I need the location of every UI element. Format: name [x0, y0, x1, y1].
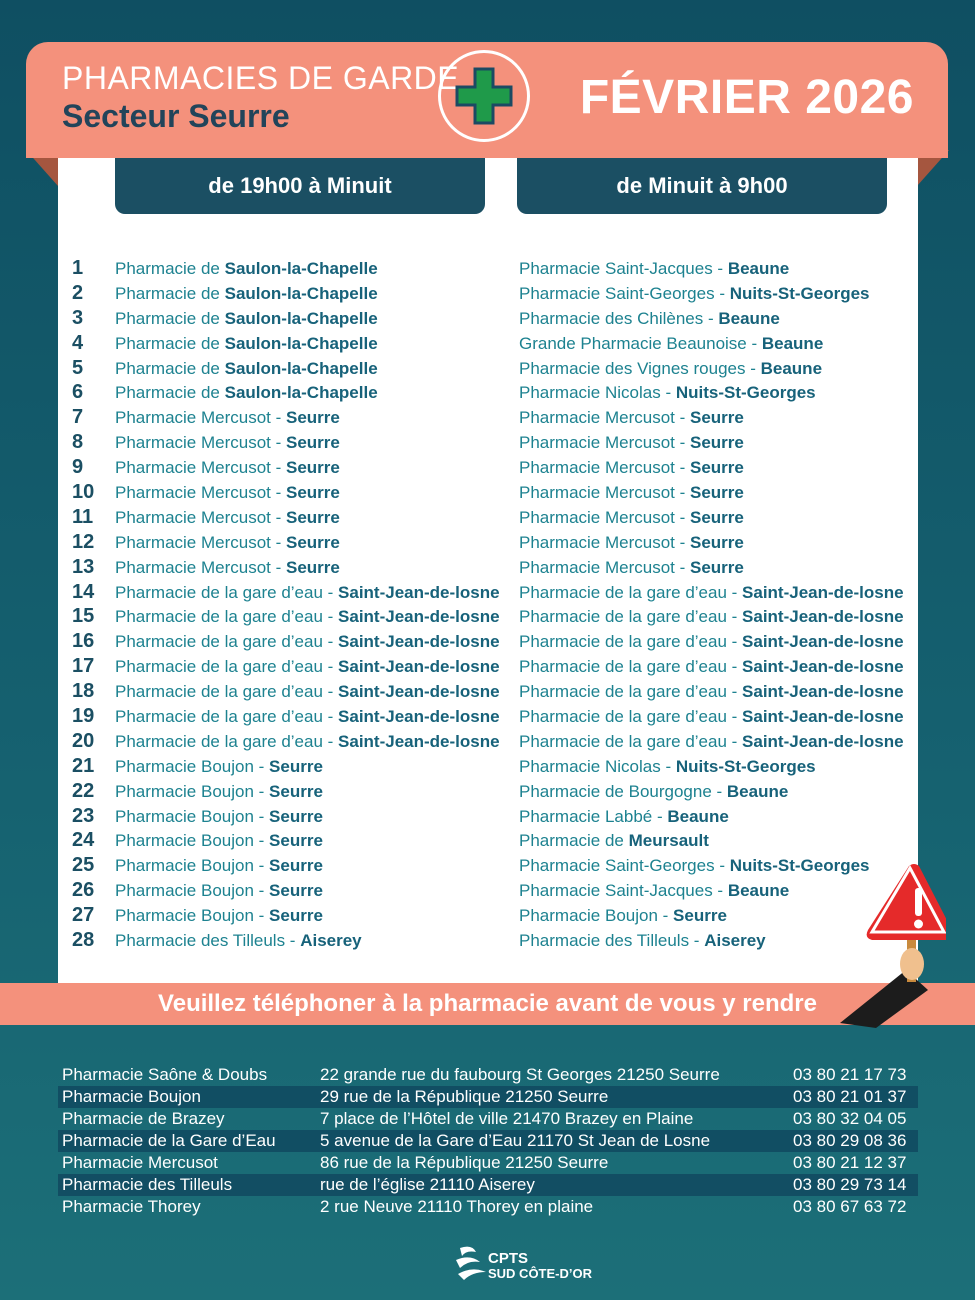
pharmacy-town: Saint-Jean-de-losne [742, 582, 904, 602]
pharmacy-name: Pharmacie Mercusot - [519, 458, 690, 478]
pharmacy-name: Pharmacie de [115, 259, 225, 278]
pharmacy-name: Pharmacie de la gare d’eau - [115, 607, 339, 627]
contact-row [58, 1174, 918, 1196]
pharmacy-cross-icon [438, 50, 530, 142]
day-number: 12 [72, 530, 95, 553]
night-pharmacy [519, 508, 744, 528]
evening-pharmacy [115, 433, 340, 453]
pharmacy-name: Pharmacie Boujon - [115, 906, 270, 926]
contact-row [58, 1130, 918, 1152]
pharmacy-town: Aiserey [300, 931, 362, 951]
day-number: 20 [72, 729, 95, 752]
pharmacy-town: Nuits-St-Georges [675, 756, 816, 776]
schedule-row [58, 804, 918, 829]
schedule-row [58, 853, 918, 878]
day-number: 15 [72, 605, 95, 628]
pharmacy-town: Saint-Jean-de-losne [742, 731, 904, 751]
pharmacy-name: Pharmacie de la gare d’eau - [115, 632, 339, 652]
day-number: 16 [72, 630, 95, 653]
header-banner [26, 42, 948, 158]
schedule-row [58, 754, 918, 779]
pharmacy-name: Pharmacie Mercusot - [115, 408, 286, 428]
schedule-row [58, 928, 918, 953]
pharmacy-name: Pharmacie Saint-Georges - [519, 283, 730, 303]
evening-pharmacy [115, 757, 323, 777]
pharmacy-name: Pharmacie Mercusot - [115, 458, 286, 478]
contact-address: rue de l’église 21110 Aiserey [320, 1175, 535, 1194]
pharmacy-name: Pharmacie de la gare d’eau - [115, 707, 339, 727]
pharmacy-town: Saint-Jean-de-losne [742, 632, 904, 652]
night-pharmacy [519, 807, 729, 827]
night-pharmacy [519, 682, 904, 702]
pharmacy-name: Pharmacie Boujon - [115, 756, 270, 776]
contact-name: Pharmacie de Brazey [62, 1109, 225, 1128]
schedule-row [58, 555, 918, 580]
contact-row [58, 1108, 918, 1130]
night-pharmacy [519, 334, 823, 354]
notice-text: Veuillez téléphoner à la pharmacie avant de vous y rendre [158, 990, 817, 1017]
pharmacy-name: Pharmacie de la gare d’eau - [519, 607, 743, 627]
warning-sign-icon [836, 860, 946, 1035]
day-number: 27 [72, 904, 95, 927]
pharmacy-town: Aiserey [704, 931, 766, 951]
night-pharmacy [519, 906, 727, 926]
pharmacy-name: Pharmacie Mercusot - [519, 433, 690, 453]
contact-phone[interactable]: 03 80 21 17 73 [793, 1065, 907, 1084]
day-number: 2 [72, 281, 84, 304]
contact-name: Pharmacie Thorey [62, 1197, 201, 1216]
pharmacy-name: Pharmacie des Chilènes - [519, 308, 719, 328]
pharmacy-town: Seurre [269, 856, 323, 876]
day-number: 10 [72, 481, 95, 504]
pharmacy-town: Meursault [628, 831, 709, 851]
pharmacy-name: Pharmacie de la gare d’eau - [519, 731, 743, 751]
pharmacy-town: Seurre [690, 532, 744, 552]
evening-pharmacy [115, 931, 362, 951]
evening-pharmacy [115, 383, 378, 403]
pharmacy-town: Beaune [727, 881, 790, 901]
day-number: 3 [72, 306, 84, 329]
contact-list [58, 1064, 918, 1218]
pharmacy-name: Grande Pharmacie Beaunoise - [519, 333, 762, 353]
night-pharmacy [519, 284, 870, 304]
night-pharmacy [519, 359, 822, 379]
schedule-row [58, 505, 918, 530]
day-number: 13 [72, 555, 95, 578]
contact-address: 22 grande rue du faubourg St Georges 21250 Seurre [320, 1065, 720, 1084]
pharmacy-town: Saint-Jean-de-losne [338, 582, 500, 602]
pharmacy-name: Pharmacie Boujon - [115, 881, 270, 901]
evening-pharmacy [115, 583, 500, 603]
sector-subtitle: Secteur Seurre [62, 98, 290, 134]
schedule-row [58, 679, 918, 704]
night-pharmacy [519, 782, 788, 802]
pharmacy-town: Seurre [690, 557, 744, 577]
pharmacy-town: Seurre [286, 433, 340, 453]
pharmacy-town: Seurre [673, 906, 727, 926]
pharmacy-town: Beaune [726, 781, 789, 801]
pharmacy-town: Saint-Jean-de-losne [338, 707, 500, 727]
pharmacy-name: Pharmacie Saint-Jacques - [519, 881, 728, 901]
day-number: 11 [72, 505, 94, 528]
night-pharmacy [519, 383, 816, 403]
pharmacy-town: Beaune [727, 259, 790, 278]
night-pharmacy [519, 259, 789, 279]
schedule-row [58, 331, 918, 356]
day-number: 19 [72, 705, 95, 728]
night-pharmacy [519, 831, 709, 851]
evening-pharmacy [115, 259, 378, 279]
schedule-row [58, 580, 918, 605]
pharmacy-name: Pharmacie de la gare d’eau - [519, 707, 743, 727]
day-number: 8 [72, 431, 84, 454]
pharmacy-name: Pharmacie Mercusot - [519, 483, 690, 503]
month-label: FÉVRIER 2026 [579, 71, 914, 124]
contact-name: Pharmacie Saône & Doubs [62, 1065, 268, 1084]
day-number: 24 [72, 829, 95, 852]
night-pharmacy [519, 607, 904, 627]
schedule-row [58, 430, 918, 455]
night-pharmacy [519, 856, 870, 876]
pharmacy-town: Saint-Jean-de-losne [742, 682, 904, 702]
schedule-row [58, 306, 918, 331]
evening-pharmacy [115, 334, 378, 354]
night-pharmacy [519, 309, 780, 329]
day-number: 6 [72, 381, 84, 404]
night-pharmacy [519, 732, 904, 752]
pharmacy-name: Pharmacie de [115, 358, 225, 378]
schedule-card [58, 158, 918, 984]
pharmacy-name: Pharmacie des Vignes rouges - [519, 358, 761, 378]
evening-pharmacy [115, 607, 500, 627]
day-number: 4 [72, 331, 84, 354]
notice-strip [0, 983, 975, 1025]
night-pharmacy [519, 707, 904, 727]
schedule-row [58, 878, 918, 903]
day-number: 1 [72, 257, 84, 279]
schedule-row [58, 530, 918, 555]
pharmacy-name: Pharmacie Mercusot - [115, 483, 286, 503]
day-number: 17 [72, 655, 95, 678]
pharmacy-town: Beaune [667, 806, 729, 826]
contact-address: 7 place de l’Hôtel de ville 21470 Brazey en Plaine [320, 1109, 694, 1128]
pharmacy-name: Pharmacie de la gare d’eau - [115, 657, 339, 677]
schedule-row [58, 828, 918, 853]
pharmacy-name: Pharmacie des Tilleuls - [115, 931, 301, 951]
day-number: 7 [72, 406, 84, 429]
schedule-row [58, 281, 918, 306]
pharmacy-name: Pharmacie Saint-Jacques - [519, 259, 728, 278]
pharmacy-name: Pharmacie Boujon - [115, 781, 270, 801]
pharmacy-town: Seurre [690, 507, 744, 527]
night-pharmacy [519, 458, 744, 478]
night-pharmacy [519, 408, 744, 428]
pharmacy-name: Pharmacie de la gare d’eau - [519, 657, 743, 677]
night-pharmacy [519, 931, 766, 951]
contact-row [58, 1086, 918, 1108]
schedule-list [58, 256, 918, 953]
pharmacy-town: Saulon-la-Chapelle [224, 259, 378, 278]
pharmacy-name: Pharmacie Mercusot - [519, 507, 690, 527]
day-number: 21 [72, 754, 95, 777]
pharmacy-town: Nuits-St-Georges [729, 856, 870, 876]
day-number: 28 [72, 929, 95, 952]
pharmacy-town: Saint-Jean-de-losne [338, 632, 500, 652]
schedule-row [58, 729, 918, 754]
pharmacy-town: Saint-Jean-de-losne [742, 707, 904, 727]
day-number: 14 [72, 580, 95, 603]
night-pharmacy [519, 881, 789, 901]
evening-pharmacy [115, 508, 340, 528]
night-pharmacy [519, 483, 744, 503]
night-pharmacy [519, 433, 744, 453]
contact-address: 86 rue de la République 21250 Seurre [320, 1153, 609, 1172]
pharmacy-name: Pharmacie de la gare d’eau - [115, 682, 339, 702]
contact-phone[interactable]: 03 80 67 63 72 [793, 1197, 907, 1216]
pharmacy-name: Pharmacie de la gare d’eau - [115, 582, 339, 602]
evening-pharmacy [115, 657, 500, 677]
pharmacy-town: Beaune [760, 358, 823, 378]
contact-name: Pharmacie Mercusot [62, 1153, 218, 1172]
pharmacy-name: Pharmacie Nicolas - [519, 383, 676, 403]
contact-address: 29 rue de la République 21250 Seurre [320, 1087, 609, 1106]
column-header-evening: de 19h00 à Minuit [115, 158, 485, 214]
pharmacy-name: Pharmacie Mercusot - [115, 557, 286, 577]
pharmacy-name: Pharmacie Mercusot - [115, 507, 286, 527]
pharmacy-town: Seurre [269, 781, 323, 801]
pharmacy-name: Pharmacie de la gare d’eau - [519, 582, 743, 602]
pharmacy-town: Seurre [286, 458, 340, 478]
day-number: 22 [72, 779, 95, 802]
pharmacy-name: Pharmacie de [115, 333, 225, 353]
pharmacy-name: Pharmacie de Bourgogne - [519, 781, 727, 801]
logo-line2: SUD CÔTE-D’OR [488, 1266, 592, 1281]
pharmacy-name: Pharmacie Labbé - [519, 806, 668, 826]
pharmacy-town: Beaune [718, 308, 780, 328]
evening-pharmacy [115, 632, 500, 652]
pharmacy-town: Seurre [690, 483, 744, 503]
pharmacy-name: Pharmacie Mercusot - [519, 557, 690, 577]
evening-pharmacy [115, 906, 323, 926]
schedule-row [58, 405, 918, 430]
schedule-row [58, 256, 918, 281]
pharmacy-town: Seurre [690, 433, 744, 453]
pharmacy-name: Pharmacie Mercusot - [115, 532, 286, 552]
pharmacy-town: Seurre [269, 881, 323, 901]
contact-name: Pharmacie de la Gare d’Eau [62, 1131, 276, 1150]
schedule-row [58, 380, 918, 405]
pharmacy-town: Saulon-la-Chapelle [224, 358, 378, 378]
pharmacy-town: Saint-Jean-de-losne [742, 657, 904, 677]
pharmacy-town: Seurre [269, 831, 323, 851]
pharmacy-name: Pharmacie Boujon - [115, 806, 270, 826]
pharmacy-town: Seurre [269, 906, 323, 926]
night-pharmacy [519, 657, 904, 677]
pharmacy-town: Saint-Jean-de-losne [338, 731, 500, 751]
night-pharmacy [519, 558, 744, 578]
contact-row [58, 1152, 918, 1174]
pharmacy-town: Saint-Jean-de-losne [338, 682, 500, 702]
pharmacy-name: Pharmacie de [115, 308, 225, 328]
pharmacy-town: Seurre [286, 483, 340, 503]
evening-pharmacy [115, 483, 340, 503]
schedule-row [58, 704, 918, 729]
pharmacy-name: Pharmacie de la gare d’eau - [519, 632, 743, 652]
pharmacy-town: Seurre [269, 756, 323, 776]
pharmacy-town: Seurre [269, 806, 323, 826]
pharmacy-name: Pharmacie Saint-Georges - [519, 856, 730, 876]
pharmacy-name: Pharmacie de [115, 383, 225, 403]
evening-pharmacy [115, 558, 340, 578]
night-pharmacy [519, 533, 744, 553]
pharmacy-town: Seurre [286, 557, 340, 577]
pharmacy-name: Pharmacie de la gare d’eau - [115, 731, 339, 751]
pharmacy-name: Pharmacie de [519, 831, 629, 851]
evening-pharmacy [115, 458, 340, 478]
pharmacy-name: Pharmacie Mercusot - [519, 408, 690, 428]
evening-pharmacy [115, 707, 500, 727]
contact-name: Pharmacie des Tilleuls [62, 1175, 233, 1194]
contact-row [58, 1064, 918, 1086]
pharmacy-town: Seurre [690, 408, 744, 428]
evening-pharmacy [115, 284, 378, 304]
day-number: 23 [72, 804, 95, 827]
column-header-night: de Minuit à 9h00 [517, 158, 887, 214]
logo-line1: CPTS [488, 1250, 529, 1267]
pharmacy-town: Saint-Jean-de-losne [742, 607, 904, 627]
pharmacy-town: Saulon-la-Chapelle [224, 383, 378, 403]
evening-pharmacy [115, 359, 378, 379]
day-number: 9 [72, 456, 84, 479]
contact-address: 2 rue Neuve 21110 Thorey en plaine [320, 1197, 594, 1216]
pharmacy-town: Saulon-la-Chapelle [224, 308, 378, 328]
schedule-row [58, 480, 918, 505]
schedule-row [58, 903, 918, 928]
day-number: 25 [72, 854, 95, 877]
evening-pharmacy [115, 682, 500, 702]
pharmacy-town: Seurre [286, 408, 340, 428]
page-title: PHARMACIES DE GARDE [62, 60, 460, 96]
pharmacy-town: Saulon-la-Chapelle [224, 333, 378, 353]
evening-pharmacy [115, 408, 340, 428]
evening-pharmacy [115, 831, 323, 851]
evening-pharmacy [115, 732, 500, 752]
day-number: 26 [72, 879, 95, 902]
evening-pharmacy [115, 807, 323, 827]
evening-pharmacy [115, 533, 340, 553]
contact-phone[interactable]: 03 80 32 04 05 [793, 1109, 907, 1128]
evening-pharmacy [115, 309, 378, 329]
pharmacy-name: Pharmacie Boujon - [115, 856, 270, 876]
pharmacy-town: Saint-Jean-de-losne [338, 657, 500, 677]
pharmacy-name: Pharmacie Nicolas - [519, 756, 676, 776]
cpts-logo-icon [454, 1242, 488, 1282]
pharmacy-town: Saint-Jean-de-losne [338, 607, 500, 627]
pharmacy-name: Pharmacie Boujon - [115, 831, 270, 851]
pharmacy-name: Pharmacie Mercusot - [519, 532, 690, 552]
contact-phone[interactable]: 03 80 29 08 36 [793, 1131, 907, 1150]
contact-row [58, 1196, 918, 1218]
pharmacy-town: Seurre [690, 458, 744, 478]
day-number: 5 [72, 356, 84, 379]
contact-phone[interactable]: 03 80 21 12 37 [793, 1153, 907, 1172]
contact-address: 5 avenue de la Gare d’Eau 21170 St Jean de Losne [320, 1131, 711, 1150]
pharmacy-town: Nuits-St-Georges [675, 383, 816, 403]
contact-phone[interactable]: 03 80 29 73 14 [793, 1175, 907, 1194]
schedule-row [58, 356, 918, 381]
pharmacy-name: Pharmacie Mercusot - [115, 433, 286, 453]
schedule-row [58, 654, 918, 679]
night-pharmacy [519, 632, 904, 652]
night-pharmacy [519, 583, 904, 603]
pharmacy-town: Nuits-St-Georges [729, 283, 870, 303]
contact-phone[interactable]: 03 80 21 01 37 [793, 1087, 907, 1106]
pharmacy-town: Saulon-la-Chapelle [224, 283, 378, 303]
pharmacy-town: Seurre [286, 532, 340, 552]
pharmacy-town: Beaune [761, 333, 824, 353]
pharmacy-name: Pharmacie de la gare d’eau - [519, 682, 743, 702]
evening-pharmacy [115, 856, 323, 876]
evening-pharmacy [115, 782, 323, 802]
night-pharmacy [519, 757, 816, 777]
schedule-row [58, 604, 918, 629]
pharmacy-name: Pharmacie de [115, 283, 225, 303]
pharmacy-name: Pharmacie Boujon - [519, 906, 674, 926]
pharmacy-name: Pharmacie des Tilleuls - [519, 931, 705, 951]
contact-name: Pharmacie Boujon [62, 1087, 201, 1106]
schedule-row [58, 455, 918, 480]
evening-pharmacy [115, 881, 323, 901]
pharmacy-town: Seurre [286, 507, 340, 527]
schedule-row [58, 629, 918, 654]
day-number: 18 [72, 680, 95, 703]
schedule-row [58, 779, 918, 804]
